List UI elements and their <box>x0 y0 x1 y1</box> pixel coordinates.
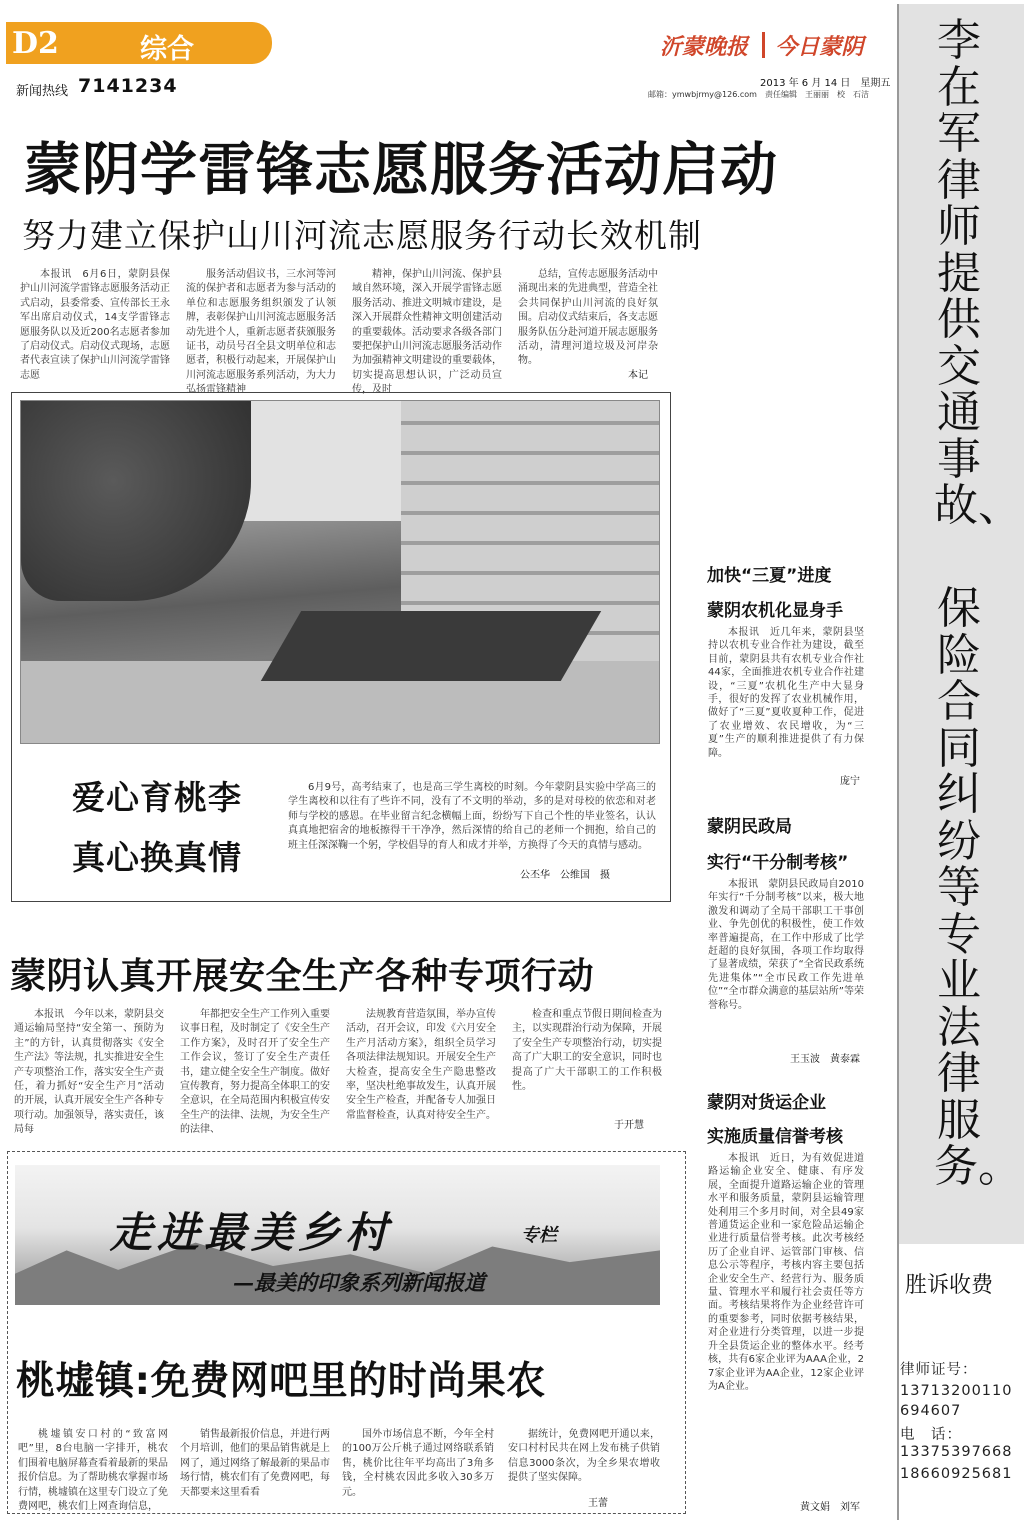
lead-column-1: 本报讯 6月6日，蒙阴县保护山川河流学雷锋志愿服务活动正式启动，县委常委、宣传部长王永军出席启动仪式，14支学雷锋志愿服务队以及近200名志愿者参加了启动仪式。启动仪式现场，志愿者代表宣读了保护山川河流学雷锋志愿 <box>20 269 170 381</box>
graduation-photo <box>20 400 660 744</box>
hotline-label: 新闻热线 <box>16 84 69 99</box>
ad-phone-2: 18660925681 <box>900 1466 1013 1482</box>
side3-byline: 黄文娟 刘军 <box>800 1502 860 1513</box>
lead-column-2: 服务活动倡议书，三水河等河流的保护者和志愿者为参与活动的单位和志愿服务组织颁发了认领牌，表彰保护山川河流志愿服务活动先进个人，重新志愿者获颁服务证书，动员号召全县文明单位和志愿者，积极行动起来，开展保护山川河流志愿服务系列活动，为大力弘扬雷锋精神 <box>186 269 336 396</box>
issue-date: 2013 年 6 月 14 日 星期五 <box>760 78 891 89</box>
safety-column-3: 法规教育营造氛围，举办宣传活动，召开会议，印发《六月安全生产月活动方案》，组织全员学习各项法律法规知识。开展安全生产大检查，提高安全生产隐患整改率，坚决杜绝事故发生，认真开展安全生产检查，并配备专人加强日常监督检查，认真对待安全生产。 <box>346 1009 496 1121</box>
village-banner <box>15 1165 660 1305</box>
lead-byline: 本记 <box>628 370 648 381</box>
photo-caption: 6月9号，高考结束了，也是高三学生离校的时刻。今年蒙阴县实验中学高三的学生离校和以往有了些许不同，没有了不文明的举动，多的是对母校的依恋和对老师与学校的感恩。在毕业留言纪念横幅上面，纷纷写下自己个性的毕业签名，认认真真地把宿舍的地板擦得干干净净，然后深情的给自己的老师一个拥抱，给自己的班主任深深鞠一个躬，学校倡导的育人和成才并举，方换得了今天的真情与感动。 <box>288 782 656 851</box>
brand-right: 今日蒙阴 <box>775 34 864 60</box>
photo-signature-banner <box>261 611 601 681</box>
banner-subtitle: —最美的印象系列新闻报道 <box>233 1270 485 1295</box>
ad-phone-label: 电 话： <box>900 1427 962 1443</box>
brand-divider <box>762 32 765 58</box>
lead-column-3: 精神，保护山川河流、保护县域自然环境，深入开展学雷锋志愿服务活动、推进文明城市建设，是深入开展群众性精神文明创建活动的重要载体。活动要求各级各部门要把保护山川河流志愿服务活动作为加强精神文明建设的重要载体，切实提高思想认识，广泛动员宣传，及时 <box>352 269 502 396</box>
side3-title-line2: 实施质量信誉考核 <box>707 1127 843 1147</box>
side2-title-line1: 蒙阴民政局 <box>707 817 792 837</box>
photo-credit: 公丕华 公维国 摄 <box>520 870 610 881</box>
side2-text: 本报讯 蒙阴县民政局自2010年实行“千分制考核”以来，极大地激发和调动了全局干部职工干事创业、争先创优的积极性，使工作效率普遍提高，在工作中形成了比学赶超的良好氛围，各项工作均取得了显著成绩，荣获了“全省民政系统先进集体”“全市民政工作先进单位”“全市群众满意的基层站所”等荣誉称号。 <box>708 879 864 1011</box>
safety-column-1: 本报讯 今年以来，蒙阴县交通运输局坚持“安全第一、预防为主”的方针，认真贯彻落实《安全生产法》等法规，扎实推进安全生产专项整治工作，落实安全生产责任，着力抓好“安全生产月”活动的开展，认真开展安全生产各种专项行动。加强领导，落实责任，该局每 <box>14 1009 164 1136</box>
village-column-4: 据统计，免费网吧开通以来，安口村村民共在网上发布桃子供销信息3000条次，为全乡果农增收提供了坚实保障。 <box>508 1429 660 1484</box>
side3-title-line1: 蒙阴对货运企业 <box>707 1093 826 1113</box>
side1-byline: 庞宁 <box>840 776 860 787</box>
lead-headline: 蒙阴学雷锋志愿服务活动启动 <box>24 137 778 203</box>
ad-tagline: 胜诉收费 <box>905 1273 994 1298</box>
village-byline: 王蕾 <box>588 1498 608 1509</box>
ad-text-column-2: 保险合同纠纷等专业法律服务。 <box>934 583 1022 1192</box>
safety-byline: 于开慧 <box>614 1120 644 1131</box>
side2-title-line2: 实行“干分制考核” <box>707 853 849 873</box>
banner-title: 走进最美乡村 <box>110 1208 393 1257</box>
editor-line: 邮箱：ymwbjrmy@126.com 责任编辑 王丽丽 校 石洁 <box>648 90 869 99</box>
village-column-2: 销售最新报价信息，并进行两个月培训，他们的果品销售就是上网了，通过网络了解最新的果品市场行情，桃农们有了免费网吧，每天都要来这里看看 <box>180 1429 330 1498</box>
page-code: D2 <box>12 26 59 61</box>
village-column-1: 桃墟镇安口村的“致富网吧”里，8台电脑一字排开，桃农们围着电脑屏幕查看着最新的果品报价信息。为了帮助桃农掌握市场行情，桃墟镇在这里专门设立了免费网吧，桃农们上网查询信息， <box>18 1429 168 1513</box>
brand-left: 沂蒙晚报 <box>660 34 749 60</box>
safety-column-2: 年都把安全生产工作列入重要议事日程，及时制定了《安全生产工作方案》，及时召开了安全生产工作会议，签订了安全生产责任书，建立健全安全生产制度。做好宣传教育，努力提高全体职工的安全意识，在全局范围内积极宣传安全生产的法律、法规，为安全生产的法律、 <box>180 1009 330 1136</box>
ad-cert-label: 律师证号： <box>900 1362 978 1378</box>
safety-column-4: 检查和重点节假日期间检查为主，以实现群治行动为保障，开展了安全生产专项整治行动，切实提高了广大职工的安全意识，同时也提高了广大干部职工的工作积极性。 <box>512 1009 662 1093</box>
ad-text-column-1: 李在军律师提供交通事故、 <box>934 15 1022 531</box>
photo-trees <box>21 401 251 601</box>
side1-title-line1: 加快“三夏”进度 <box>707 566 832 586</box>
side2-byline: 王玉波 黄泰霖 <box>790 1054 860 1065</box>
photo-headline-line1: 爱心育桃李 <box>72 778 242 817</box>
village-headline: 桃墟镇:免费网吧里的时尚果农 <box>16 1359 546 1404</box>
lead-column-4: 总结，宣传志愿服务活动中涌现出来的先进典型，营造全社会共同保护山川河流的良好氛围。启动仪式结束后，各支志愿服务队伍分赴河道开展志愿服务活动，清理河道垃圾及河岸杂物。 <box>518 269 658 367</box>
side1-title-line2: 蒙阴农机化显身手 <box>707 601 843 621</box>
hotline-number: 7141234 <box>78 75 178 97</box>
side3-text: 本报讯 近日，为有效促进道路运输企业安全、健康、有序发展，全面提升道路运输企业的管理水平和服务质量，蒙阴县运输管理处利用三个多月时间，对全县49家普通货运企业和一家危险品运输企业进行质量信誉考核。此次考核经历了企业自评、运管部门审核、信息公示等程序，考核内容主要包括企业安全生产、经营行为、服务质量、管理水平和履行社会责任等方面。考核结果将作为企业经营许可的重要参考，同时依据考核结果，对企业进行分类管理，以进一步提升全县货运企业的整体水平。经考核，共有6家企业评为AAA企业，27家企业评为AA企业，12家企业评为A企业。 <box>708 1153 864 1392</box>
ad-cert-number: 13713200110694607 <box>900 1383 1013 1419</box>
photo-headline-line2: 真心换真情 <box>72 838 242 877</box>
section-name: 综合 <box>140 34 194 65</box>
ad-phone-1: 13375397668 <box>900 1444 1013 1460</box>
banner-tag: 专栏 <box>521 1225 557 1246</box>
side1-text: 本报讯 近几年来，蒙阴县坚持以农机专业合作社为建设，截至目前，蒙阴县共有农机专业合作社44家，全面推进农机专业合作社建设，“三夏”农机化生产中大显身手，很好的发挥了农业机械作用，做好了“三夏”夏收夏种工作，促进了农业增效、农民增收，为“三夏”生产的顺利推进提供了有力保障。 <box>708 627 864 759</box>
lead-subheadline: 努力建立保护山川河流志愿服务行动长效机制 <box>22 216 702 255</box>
village-column-3: 国外市场信息不断，今年全村的100万公斤桃子通过网络联系销售，桃价比往年平均高出了3角多钱，全村桃农因此多收入30多万元。 <box>342 1429 494 1498</box>
safety-headline: 蒙阴认真开展安全生产各种专项行动 <box>10 956 595 997</box>
